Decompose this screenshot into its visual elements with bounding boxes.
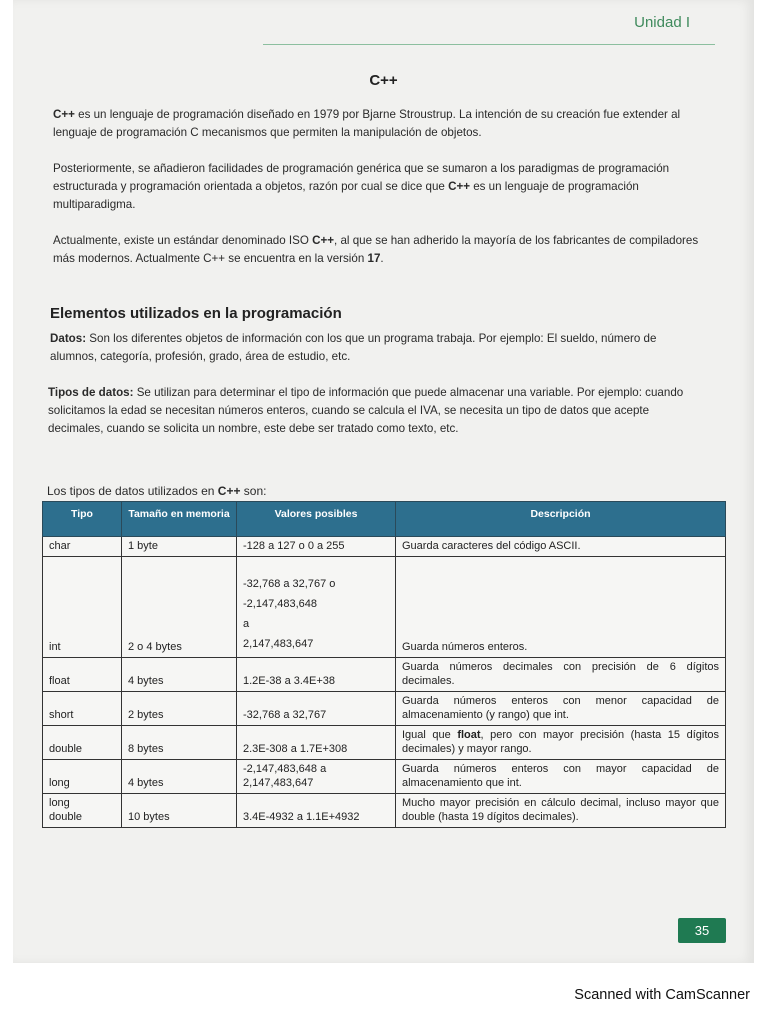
header-tamano: Tamaño en memoria: [122, 502, 237, 537]
version-strong: 17: [367, 252, 381, 265]
cell-tamano: 2 bytes: [122, 692, 237, 726]
table-row: [43, 760, 726, 794]
intro-p3-mid: , al que se han adherido la mayoría de los fabricantes de compiladores más modernos. Actualmente C++ se encuentra en la versión: [53, 234, 699, 265]
cell-valores: -32,768 a 32,767: [237, 692, 396, 726]
tipo-line: long: [49, 797, 70, 809]
tipos-text: Se utilizan para determinar el tipo de información que puede almacenar una variable. Por ejemplo: cuando solicitamos la edad se necesitan números enteros, cuando se calcula el IVA, se necesita un tipo de datos que acepte decimales, cuando se solicita un nombre, este debe ser tratado como texto, etc.: [48, 386, 684, 435]
cell-valores: -128 a 127 o 0 a 255: [237, 537, 396, 557]
cell-tamano: 10 bytes: [122, 794, 237, 828]
section-heading: Elementos utilizados en la programación: [50, 305, 342, 322]
cpp-strong: C++: [312, 234, 335, 247]
header-valores: Valores posibles: [237, 502, 396, 537]
cell-tipo: short: [43, 692, 122, 726]
datos-label: Datos:: [50, 332, 87, 345]
page-title: C++: [369, 72, 398, 89]
intro-p1-text: es un lenguaje de programación diseñado en 1979 por Bjarne Stroustrup. La intención de su creación fue extender al lenguaje de programación C mecanismos que permiten la manipulación de objetos.: [53, 108, 681, 139]
table-row: [43, 726, 726, 760]
unit-header: Unidad I: [634, 14, 690, 31]
valores-line: a: [243, 618, 250, 630]
table-row: [43, 537, 726, 557]
cell-descripcion: Guarda caracteres del código ASCII.: [396, 537, 726, 557]
header-descripcion: Descripción: [396, 502, 726, 537]
datos-text: Son los diferentes objetos de información con los que un programa trabaja. Por ejemplo: El sueldo, número de alumnos, categoría, profesión, grado, área de estudio, etc.: [50, 332, 657, 363]
table-row: [43, 692, 726, 726]
cell-tamano: 2 o 4 bytes: [122, 557, 237, 658]
intro-p2-tail: es un lenguaje de programación multiparadigma.: [53, 180, 639, 211]
cell-descripcion: Guarda números enteros con mayor capacidad de almacenamiento que int.: [396, 760, 726, 794]
cell-descripcion: [396, 726, 726, 760]
table-intro-end: son:: [240, 484, 267, 498]
intro-p3-end: .: [380, 252, 384, 265]
book-page: [13, 0, 754, 963]
table-intro: [47, 484, 266, 498]
desc-post: , pero con mayor precisión (hasta 15 dígitos decimales) y mayor rango.: [402, 729, 719, 755]
table-intro-text: Los tipos de datos utilizados en: [47, 484, 218, 498]
page-number-badge: 35: [678, 918, 726, 943]
intro-p3-text: Actualmente, existe un estándar denominado ISO: [53, 234, 313, 247]
cell-valores: 1.2E-38 a 3.4E+38: [237, 658, 396, 692]
desc-pre: Igual que: [402, 729, 458, 741]
cell-valores: [237, 760, 396, 794]
valores-line: 2,147,483,647: [243, 638, 314, 650]
tipos-label: Tipos de datos:: [48, 386, 134, 399]
cell-tamano: 8 bytes: [122, 726, 237, 760]
cell-descripcion: Guarda números enteros con menor capacidad de almacenamiento (y rango) que int.: [396, 692, 726, 726]
cell-descripcion: Guarda números enteros.: [396, 557, 726, 658]
valores-line: 2,147,483,647: [243, 777, 314, 789]
cpp-strong: C++: [217, 484, 241, 498]
cell-valores: 3.4E-4932 a 1.1E+4932: [237, 794, 396, 828]
header-tipo: Tipo: [43, 502, 122, 537]
header-rule: [263, 44, 715, 45]
cell-tipo: [43, 794, 122, 828]
datos-paragraph: [50, 330, 700, 366]
cell-tipo: double: [43, 726, 122, 760]
cell-tamano: 4 bytes: [122, 658, 237, 692]
cell-descripcion: Guarda números decimales con precisión de 6 dígitos decimales.: [396, 658, 726, 692]
intro-paragraph-2: [53, 160, 703, 214]
scanner-watermark: Scanned with CamScanner: [574, 987, 750, 1003]
desc-strong: float: [457, 729, 481, 741]
valores-line: -2,147,483,648 a: [243, 763, 327, 775]
table-header-row: [43, 502, 726, 537]
cell-tamano: 4 bytes: [122, 760, 237, 794]
cell-descripcion: Mucho mayor precisión en cálculo decimal, incluso mayor que double (hasta 19 dígitos decimales).: [396, 794, 726, 828]
cell-valores: [237, 557, 396, 658]
cell-valores: 2.3E-308 a 1.7E+308: [237, 726, 396, 760]
tipos-paragraph: [48, 384, 698, 438]
cell-tipo: int: [43, 557, 122, 658]
valores-line: -2,147,483,648: [243, 598, 318, 610]
cpp-strong: C++: [53, 108, 75, 121]
intro-paragraph-3: [53, 232, 703, 268]
data-types-table: [42, 501, 726, 828]
table-row: [43, 658, 726, 692]
intro-p2-text: Posteriormente, se añadieron facilidades de programación genérica que se sumaron a los paradigmas de programación estructurada y programación orientada a objetos, razón por cual se dice que: [53, 162, 670, 193]
cell-tipo: long: [43, 760, 122, 794]
intro-paragraph-1: [53, 106, 703, 142]
cell-tipo: float: [43, 658, 122, 692]
table-row: [43, 794, 726, 828]
cpp-strong: C++: [448, 180, 470, 193]
tipo-line: double: [49, 811, 83, 823]
valores-line: -32,768 a 32,767 o: [243, 578, 336, 590]
cell-tamano: 1 byte: [122, 537, 237, 557]
cell-tipo: char: [43, 537, 122, 557]
table-row: [43, 557, 726, 658]
